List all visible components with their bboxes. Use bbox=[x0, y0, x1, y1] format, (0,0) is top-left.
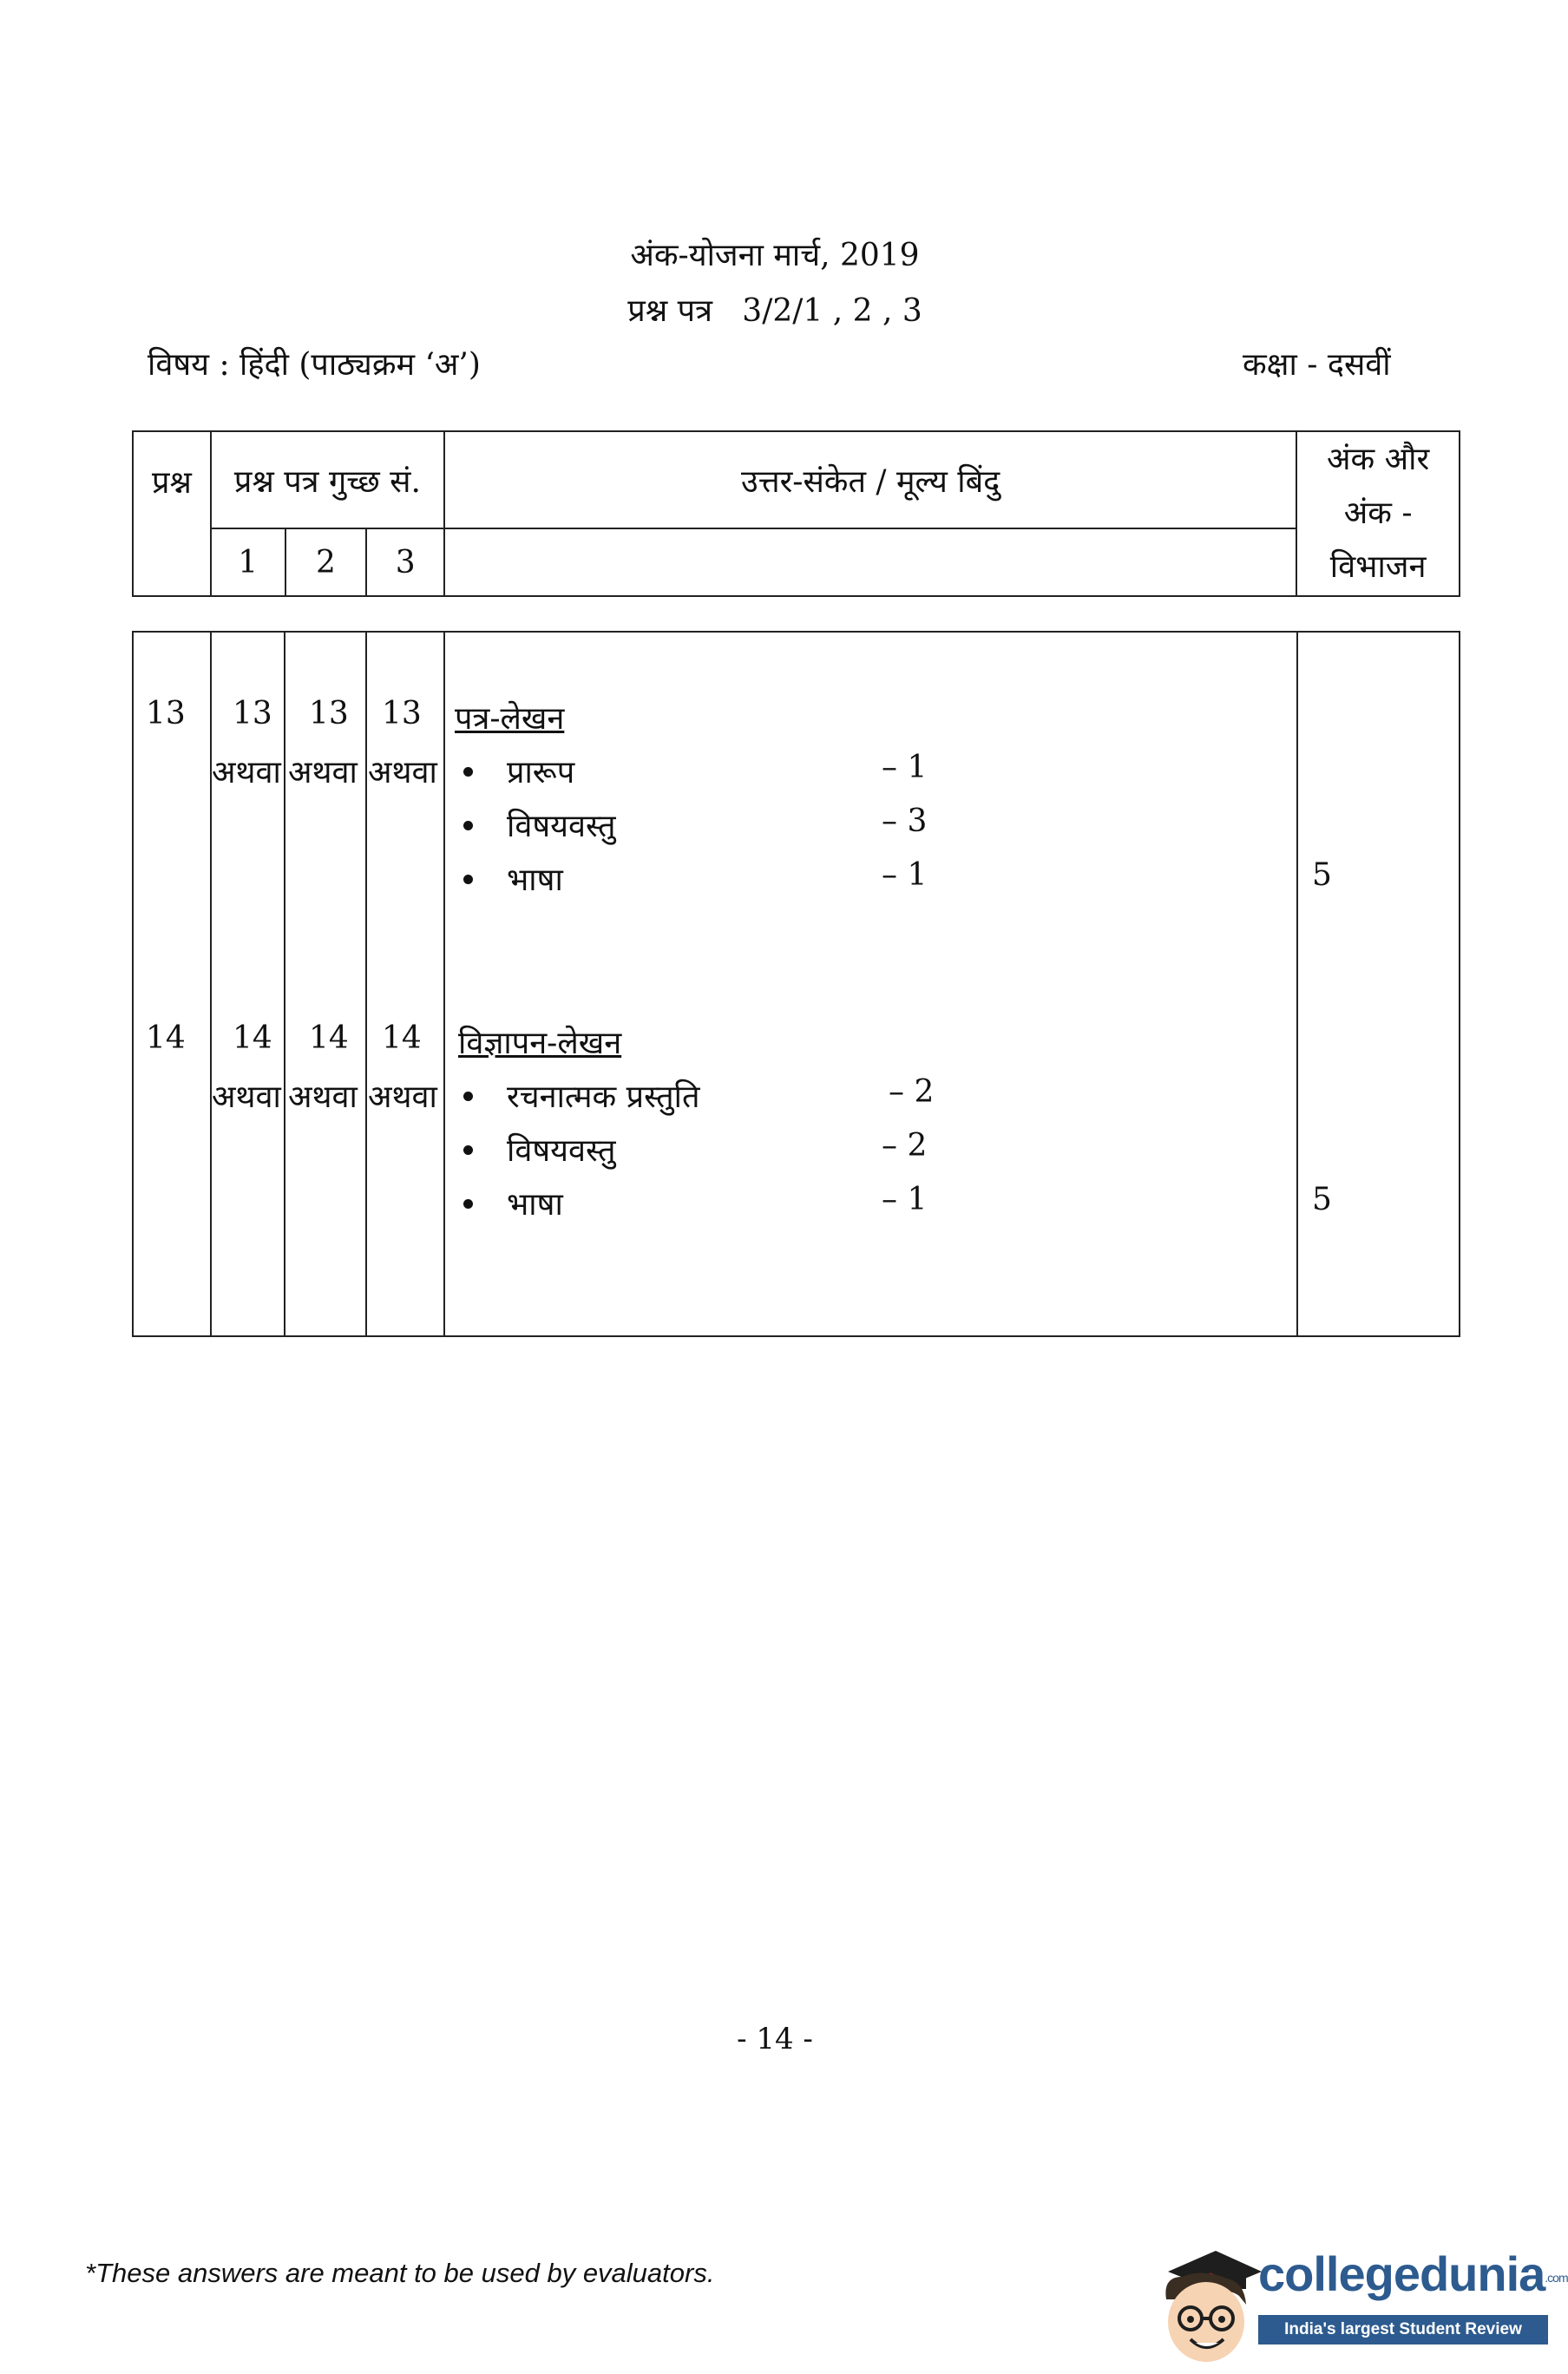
point-label: भाषा bbox=[507, 1187, 563, 1223]
brand-logo[interactable] bbox=[1151, 2239, 1568, 2368]
point-mark: – 2 bbox=[889, 1074, 935, 1110]
bullet-icon bbox=[463, 767, 473, 777]
paper-label: प्रश्न पत्र bbox=[627, 293, 712, 329]
point-mark: – 1 bbox=[882, 1182, 928, 1217]
col-marks-header bbox=[1296, 431, 1460, 596]
brand-name bbox=[1258, 2246, 1568, 2302]
bullet-icon bbox=[463, 1199, 473, 1209]
set-question: 14 bbox=[382, 1020, 422, 1056]
point-mark: – 1 bbox=[882, 857, 928, 893]
or-label: अथवा bbox=[212, 1079, 281, 1115]
or-label: अथवा bbox=[288, 1079, 358, 1115]
point-label: रचनात्मक प्रस्तुति bbox=[507, 1079, 700, 1115]
point-mark-value: 2 bbox=[907, 1128, 928, 1164]
marks-header-line: अंक और bbox=[1327, 442, 1430, 477]
set-question: 14 bbox=[309, 1020, 349, 1056]
point-mark-value: 1 bbox=[907, 750, 928, 785]
set-question: 13 bbox=[382, 696, 422, 731]
subject-line: विषय : हिंदी (पाठ्यक्रम ‘अ’) bbox=[148, 347, 481, 383]
brand-tagline: India's largest Student Review Platform bbox=[1258, 2315, 1548, 2344]
set-question: 14 bbox=[233, 1020, 272, 1056]
point-mark: – 1 bbox=[882, 750, 928, 785]
marks-header-line: अंक - bbox=[1343, 495, 1413, 531]
mascot-icon bbox=[1151, 2239, 1263, 2365]
or-label: अथवा bbox=[288, 755, 358, 790]
answer-table bbox=[132, 631, 1460, 1337]
point-label: प्रारूप bbox=[507, 755, 575, 790]
set-question: 13 bbox=[309, 696, 349, 731]
point-mark: – 3 bbox=[882, 803, 928, 839]
or-label: अथवा bbox=[212, 755, 281, 790]
total-marks: 5 bbox=[1312, 1182, 1332, 1217]
set-number: 3 bbox=[366, 528, 444, 596]
set-number: 2 bbox=[285, 528, 367, 596]
col-question-header: प्रश्न bbox=[133, 431, 211, 596]
paper-code-line bbox=[0, 288, 1550, 331]
bullet-icon bbox=[463, 875, 473, 884]
point-label: विषयवस्तु bbox=[507, 809, 616, 844]
bullet-icon bbox=[463, 821, 473, 830]
paper-code: 3/2/1 , 2 , 3 bbox=[742, 293, 922, 329]
answer-heading: विज्ञापन-लेखन bbox=[458, 1026, 622, 1061]
bullet-icon bbox=[463, 1145, 473, 1155]
marks-header-line: विभाजन bbox=[1329, 549, 1427, 585]
point-mark-value: 1 bbox=[907, 1182, 928, 1217]
footer-note: *These answers are meant to be used by evaluators. bbox=[85, 2258, 715, 2288]
set-number: 1 bbox=[211, 528, 285, 596]
point-mark: – 2 bbox=[882, 1128, 928, 1164]
class-line: कक्षा - दसवीं bbox=[1243, 347, 1391, 383]
answer-heading: पत्र-लेखन bbox=[455, 701, 565, 737]
set-question: 13 bbox=[233, 696, 272, 731]
answer-subheader-blank bbox=[444, 528, 1296, 596]
point-mark-value: 1 bbox=[907, 857, 928, 893]
point-label: भाषा bbox=[507, 862, 563, 898]
question-number: 13 bbox=[146, 696, 186, 731]
point-mark-value: 3 bbox=[907, 803, 928, 839]
or-label: अथवा bbox=[368, 755, 437, 790]
question-number: 14 bbox=[146, 1020, 186, 1056]
or-label: अथवा bbox=[368, 1079, 437, 1115]
bullet-icon bbox=[463, 1092, 473, 1101]
point-mark-value: 2 bbox=[914, 1074, 935, 1110]
brand-name-text: collegedunia bbox=[1258, 2246, 1545, 2301]
col-set-header: प्रश्न पत्र गुच्छ सं. bbox=[211, 431, 444, 528]
col-answer-header: उत्तर-संकेत / मूल्य बिंदु bbox=[444, 431, 1296, 528]
total-marks: 5 bbox=[1312, 857, 1332, 893]
page-number: - 14 - bbox=[737, 2022, 813, 2056]
point-label: विषयवस्तु bbox=[507, 1133, 616, 1169]
header-table bbox=[132, 430, 1460, 597]
page-title: अंक-योजना मार्च, 2019 bbox=[630, 238, 920, 273]
brand-suffix: .com bbox=[1545, 2271, 1568, 2285]
